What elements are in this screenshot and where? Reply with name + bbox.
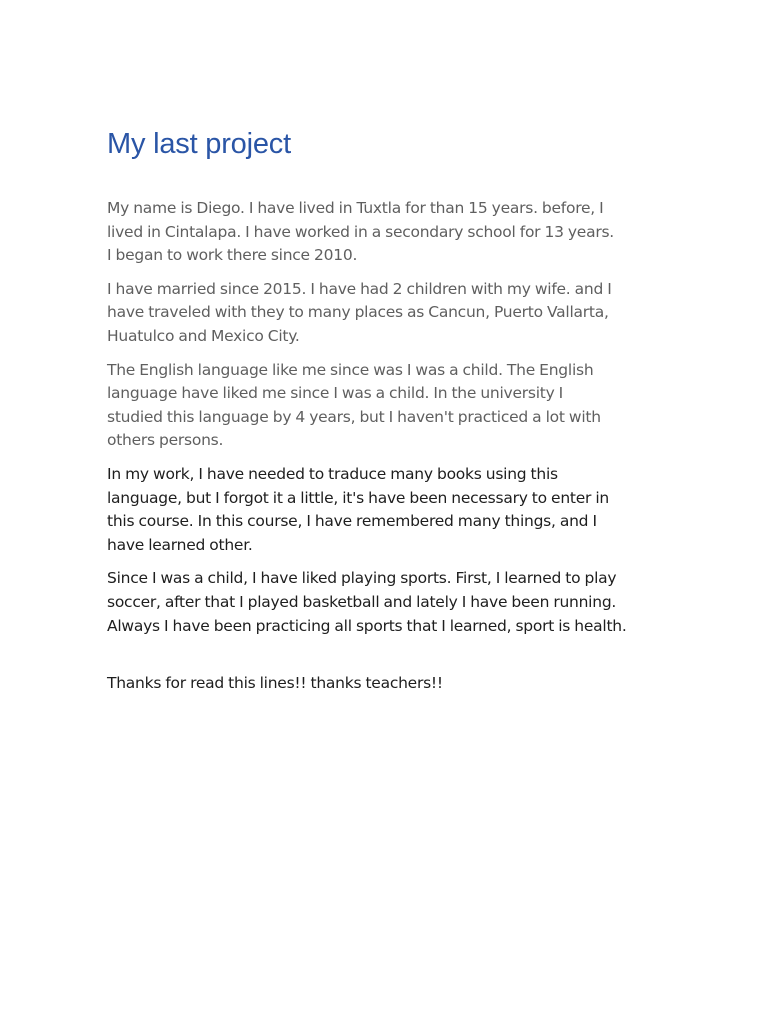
- paragraph-line: Since I was a child, I have liked playing sports. First, I learned to play: [107, 569, 617, 588]
- paragraph-line: language, but I forgot it a little, it's have been necessary to enter in: [107, 488, 609, 507]
- paragraph-english: [107, 359, 667, 453]
- paragraph-line: The English language like me since was I was a child. The English: [107, 360, 594, 379]
- paragraph-line: I began to work there since 2010.: [107, 246, 358, 265]
- paragraph-line: soccer, after that I played basketball and lately I have been running.: [107, 592, 617, 611]
- paragraph-intro: [107, 197, 667, 268]
- closing-line: Thanks for read this lines!! thanks teachers!!: [107, 674, 443, 693]
- paragraph-line: language have liked me since I was a child. In the university I: [107, 384, 563, 403]
- paragraph-line: My name is Diego. I have lived in Tuxtla for than 15 years. before, I: [107, 199, 604, 217]
- paragraph-sports: [107, 567, 667, 638]
- document-title: My last project: [107, 128, 291, 160]
- paragraph-line: this course. In this course, I have remembered many things, and I: [107, 512, 597, 531]
- document-page: [107, 124, 667, 706]
- paragraph-family: [107, 278, 667, 349]
- paragraph-line: I have married since 2015. I have had 2 children with my wife. and I: [107, 279, 612, 298]
- paragraph-work: [107, 463, 667, 557]
- paragraph-line: Huatulco and Mexico City.: [107, 326, 300, 345]
- paragraph-line: In my work, I have needed to traduce many books using this: [107, 464, 558, 483]
- paragraph-line: Always I have been practicing all sports that I learned, sport is health.: [107, 616, 627, 635]
- paragraph-line: lived in Cintalapa. I have worked in a secondary school for 13 years.: [107, 222, 614, 241]
- paragraph-line: have learned other.: [107, 535, 253, 554]
- paragraph-line: others persons.: [107, 431, 224, 450]
- paragraph-line: studied this language by 4 years, but I haven't practiced a lot with: [107, 407, 601, 426]
- document-body: [107, 197, 667, 696]
- paragraph-line: have traveled with they to many places as Cancun, Puerto Vallarta,: [107, 303, 609, 322]
